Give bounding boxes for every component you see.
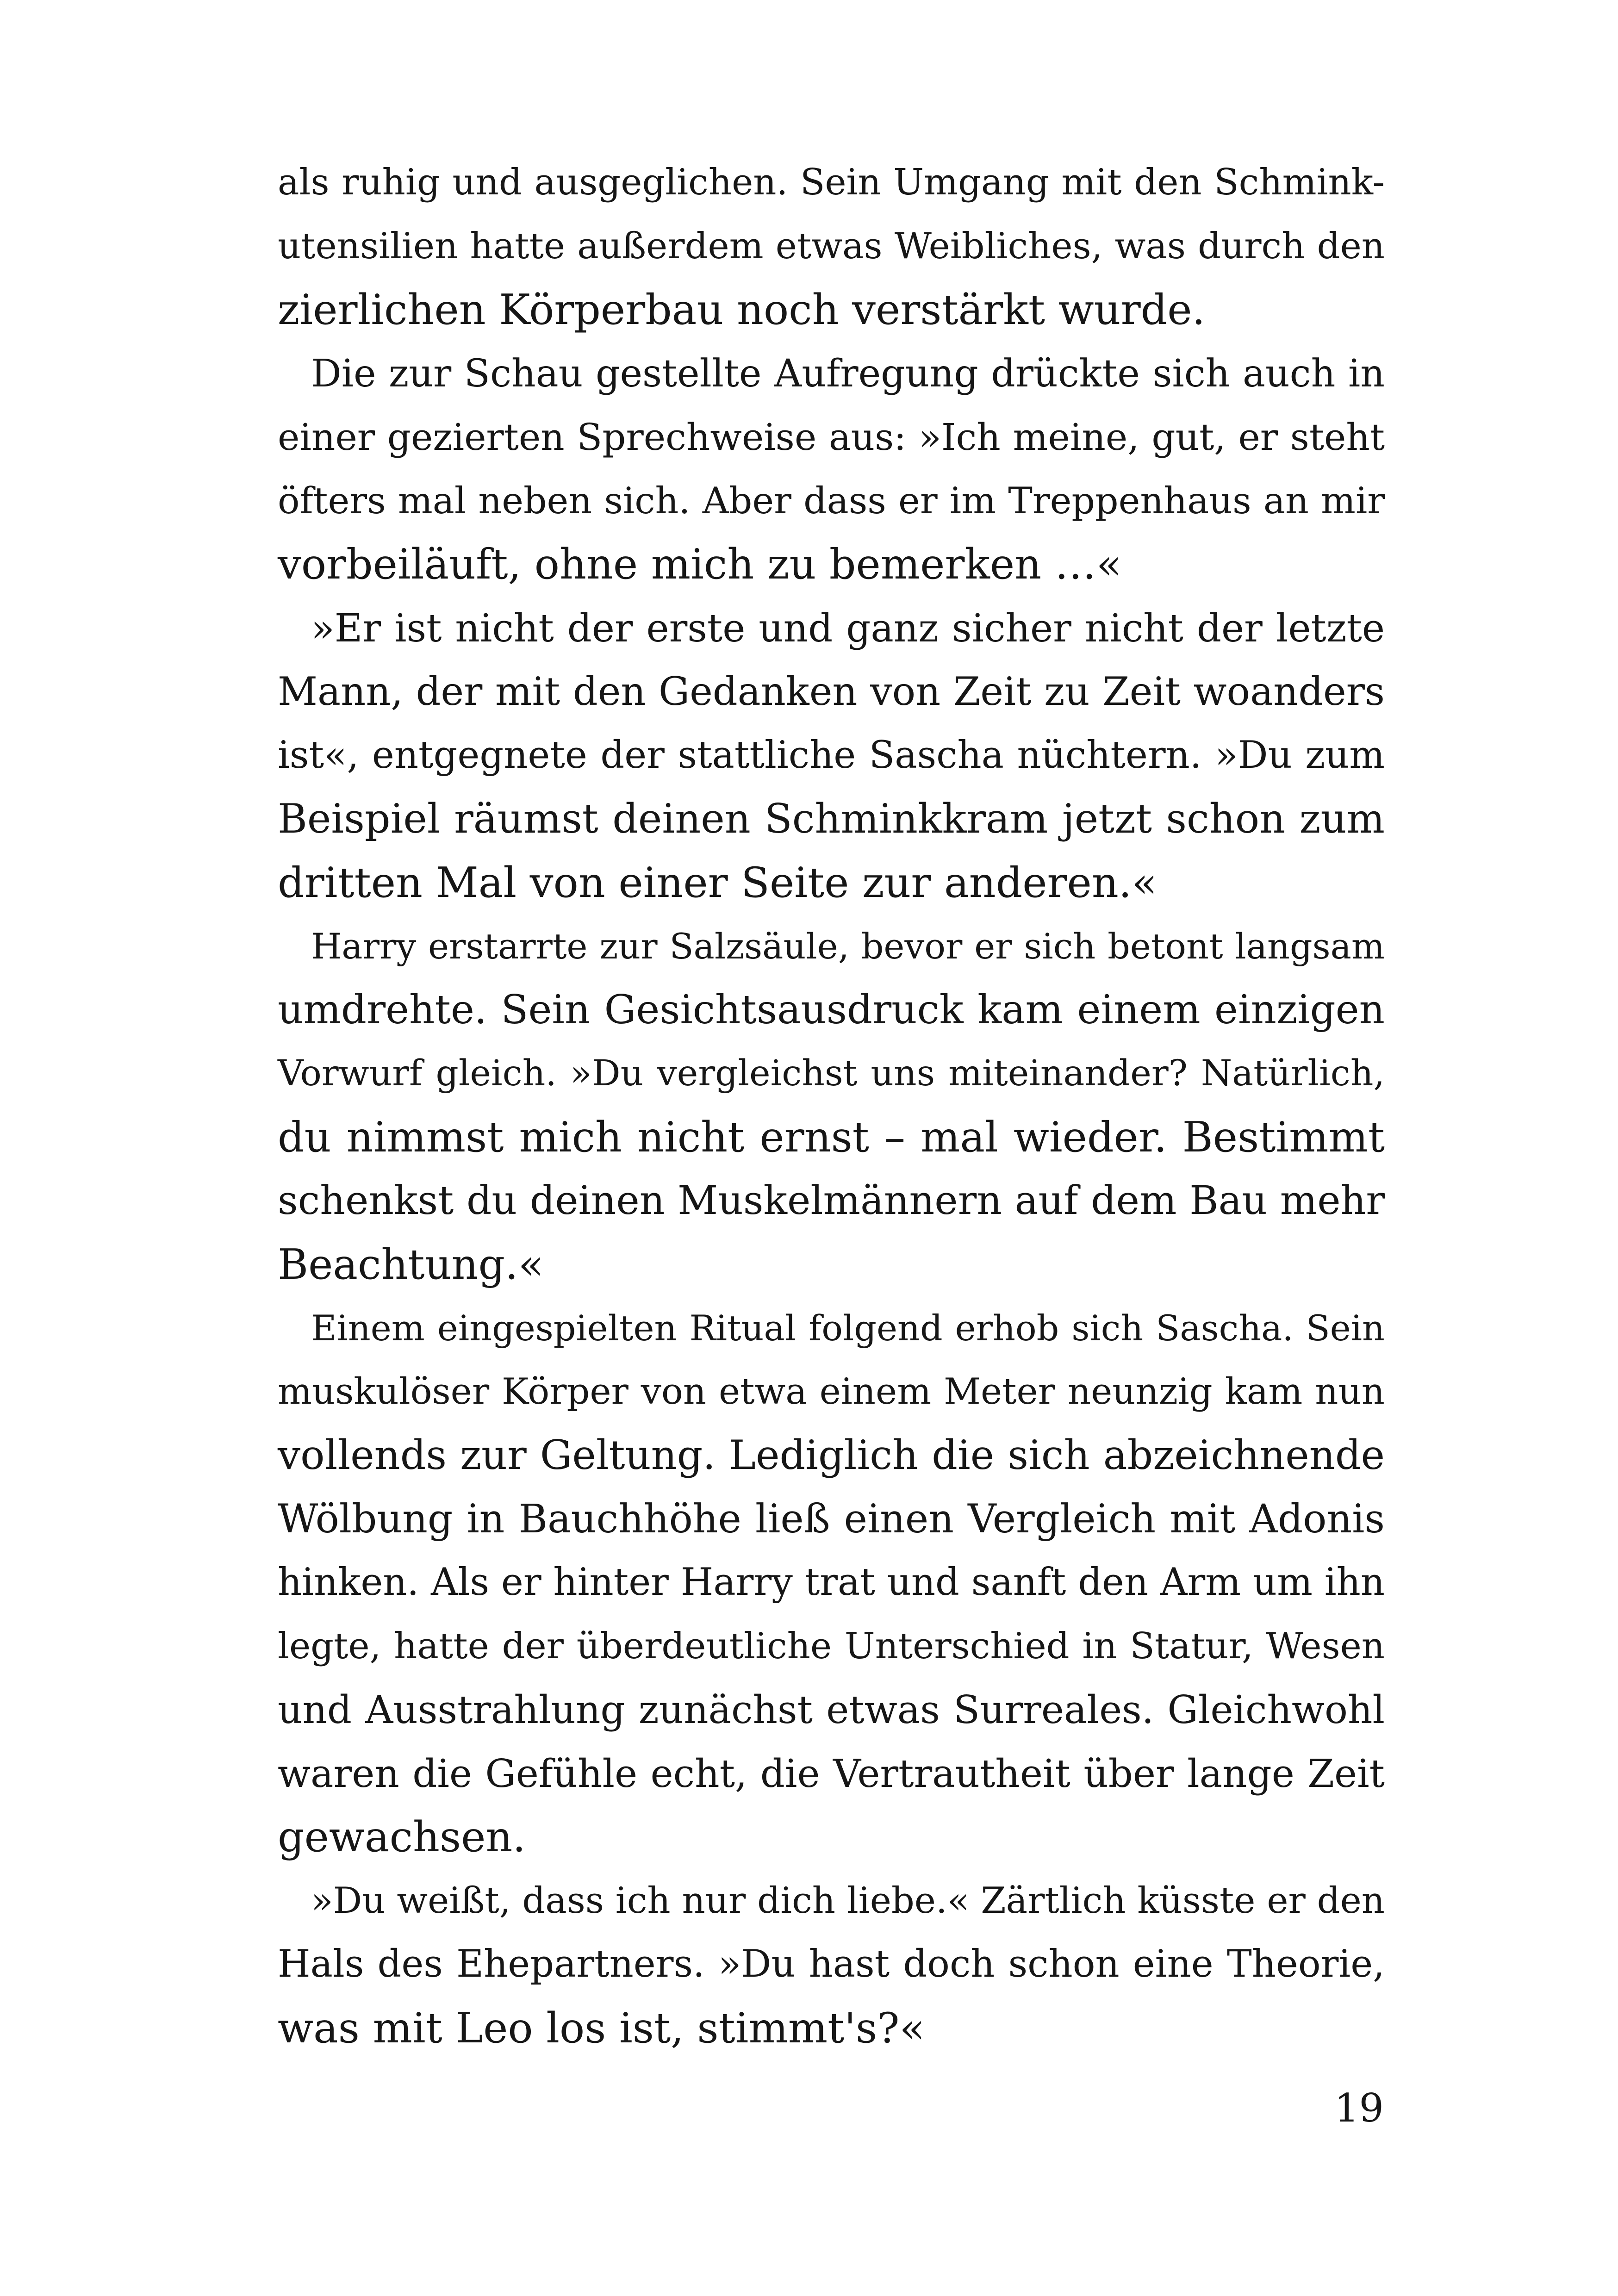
text-line: Die zur Schau gestellte Aufregung drückte sich auch in [311, 351, 1385, 396]
text-line: vollends zur Geltung. Lediglich die sich abzeichnende [278, 1431, 1385, 1479]
text-line: Harry erstarrte zur Salzsäule, bevor er sich betont langsam [311, 926, 1385, 967]
paragraph [278, 151, 1385, 342]
text-line: utensilien hatte außerdem etwas Weibliches, was durch den [278, 225, 1385, 267]
text-line: und Ausstrahlung zunächst etwas Surreales. Gleichwohl [278, 1687, 1385, 1732]
paragraph [278, 1869, 1385, 2060]
text-line: umdrehte. Sein Gesichtsausdruck kam einem einzigen [278, 986, 1385, 1033]
paragraph [278, 1296, 1385, 1869]
text-line: waren die Gefühle echt, die Vertrautheit über lange Zeit [278, 1751, 1385, 1796]
page-number: 19 [1334, 2085, 1384, 2131]
text-line: ist«, entgegnete der stattliche Sascha nüchtern. »Du zum [278, 733, 1385, 777]
text-line: zierlichen Körperbau noch verstärkt wurde. [278, 286, 1206, 334]
text-line: vorbeiläuft, ohne mich zu bemerken …« [278, 540, 1122, 589]
text-line: du nimmst mich nicht ernst – mal wieder. Bestimmt [278, 1113, 1385, 1162]
paragraph [278, 597, 1385, 915]
text-line: Beispiel räumst deinen Schminkkram jetzt schon zum [278, 795, 1385, 842]
text-line: öfters mal neben sich. Aber dass er im Treppenhaus an mir [278, 479, 1385, 522]
paragraph [278, 915, 1385, 1296]
text-line: muskulöser Körper von etwa einem Meter neunzig kam nun [278, 1370, 1385, 1412]
text-line: Wölbung in Bauchhöhe ließ einen Vergleich mit Adonis [278, 1496, 1385, 1542]
text-line: hinken. Als er hinter Harry trat und sanft den Arm um ihn [278, 1561, 1385, 1604]
text-line: als ruhig und ausgeglichen. Sein Umgang mit den Schmink- [278, 162, 1385, 203]
text-line: Einem eingespielten Ritual folgend erhob sich Sascha. Sein [311, 1307, 1385, 1349]
text-line: dritten Mal von einer Seite zur anderen.« [278, 858, 1157, 907]
text-line: Vorwurf gleich. »Du vergleichst uns miteinander? Natürlich, [278, 1053, 1385, 1094]
text-line: »Du weißt, dass ich nur dich liebe.« Zärtlich küsste er den [311, 1879, 1385, 1922]
text-line: Beachtung.« [278, 1240, 544, 1289]
text-line: gewachsen. [278, 1813, 526, 1861]
paragraph [278, 342, 1385, 597]
text-line: Hals des Ehepartners. »Du hast doch schon eine Theorie, [278, 1942, 1385, 1986]
text-line: legte, hatte der überdeutliche Unterschied in Statur, Wesen [278, 1625, 1385, 1667]
text-line: einer gezierten Sprechweise aus: »Ich meine, gut, er steht [278, 416, 1385, 459]
body-text [278, 151, 1385, 2060]
text-line: Mann, der mit den Gedanken von Zeit zu Zeit woanders [278, 669, 1385, 714]
text-line: »Er ist nicht der erste und ganz sicher nicht der letzte [311, 605, 1385, 651]
text-line: schenkst du deinen Muskelmännern auf dem Bau mehr [278, 1178, 1385, 1224]
text-line: was mit Leo los ist, stimmt's?« [278, 2004, 925, 2053]
